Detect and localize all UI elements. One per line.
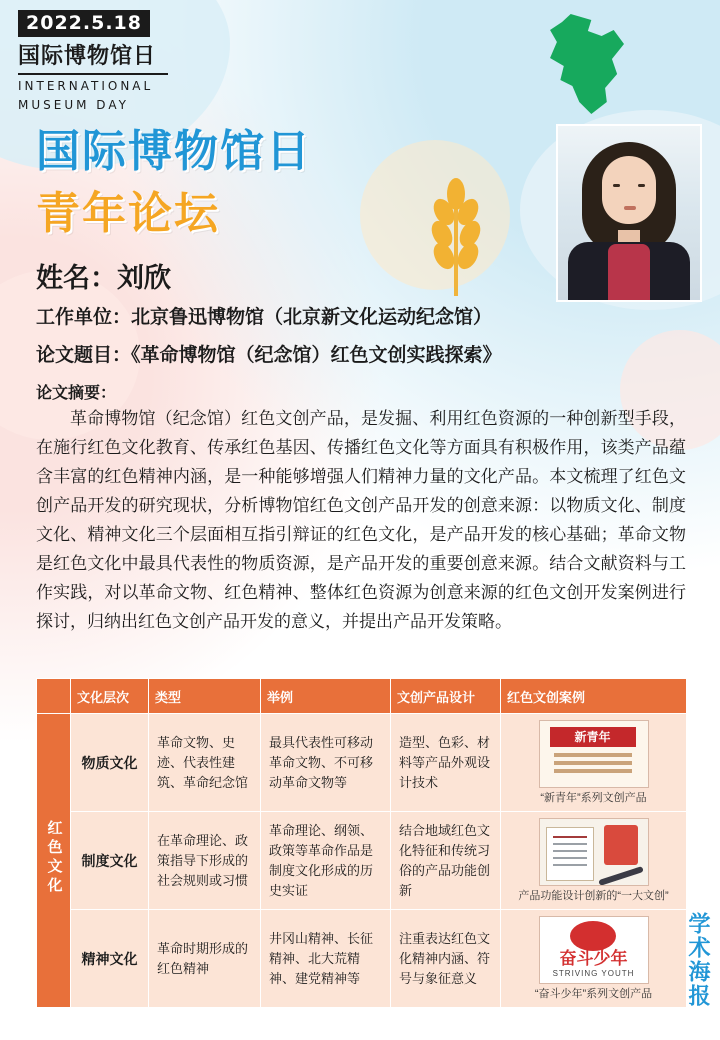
cell-design: 造型、色彩、材料等产品外观设计技术	[391, 714, 501, 812]
portrait-eye-right	[638, 184, 645, 187]
portrait-mouth	[624, 206, 636, 210]
cell-type: 在革命理论、政策指导下形成的社会规则或习惯	[149, 812, 261, 910]
table-row	[37, 910, 687, 1008]
case-thumbnail-3	[539, 916, 649, 984]
cell-layer: 制度文化	[71, 812, 149, 910]
portrait-shirt	[608, 244, 650, 302]
cell-case	[501, 714, 687, 812]
cell-example: 最具代表性可移动革命文物、不可移动革命文物等	[261, 714, 391, 812]
table-side-label	[37, 714, 71, 1008]
cell-design: 结合地域红色文化特征和传统习俗的产品功能创新	[391, 812, 501, 910]
portrait-face	[602, 156, 656, 224]
table-row	[37, 714, 687, 812]
case-thumbnail-2	[539, 818, 649, 886]
th-blank	[37, 679, 71, 714]
th-design: 文创产品设计	[391, 679, 501, 714]
cell-example: 井冈山精神、长征精神、北大荒精神、建党精神等	[261, 910, 391, 1008]
case-thumb-stamp	[604, 825, 638, 865]
speaker-portrait	[556, 124, 702, 302]
case-thumb-subtitle-3: STRIVING YOUTH	[552, 969, 635, 978]
case-thumb-lines-1	[554, 753, 632, 757]
speaker-name: 姓名：刘欣	[36, 263, 171, 293]
case-thumb-book	[546, 827, 594, 881]
logo-date: 2022.5.18	[18, 10, 150, 37]
th-example: 举例	[261, 679, 391, 714]
red-culture-table	[36, 678, 686, 1008]
cell-case	[501, 812, 687, 910]
logo-english-line2: MUSEUM DAY	[18, 98, 129, 112]
case-caption-2: 产品功能设计创新的“一大文创”	[518, 890, 669, 902]
portrait-eye-left	[613, 184, 620, 187]
paper-title: 论文题目：《革命博物馆（纪念馆）红色文创实践探索》	[36, 345, 502, 366]
th-type: 类型	[149, 679, 261, 714]
logo-english-line1: INTERNATIONAL	[18, 79, 154, 93]
logo-chinese-title: 国际博物馆日	[18, 43, 157, 68]
th-layer: 文化层次	[71, 679, 149, 714]
cell-type: 革命时期形成的红色精神	[149, 910, 261, 1008]
cell-layer: 精神文化	[71, 910, 149, 1008]
table-row	[37, 812, 687, 910]
museum-day-logo	[18, 10, 186, 113]
case-thumb-circle	[570, 921, 616, 951]
case-thumb-title-3: 奋斗少年	[559, 949, 628, 968]
abstract-text: 革命博物馆（纪念馆）红色文创产品，是发掘、利用红色资源的一种创新型手段，在施行红色文化教育、传承红色基因、传播红色文化等方面具有积极作用，该类产品蕴含丰富的红色精神内涵，是一种能够增强人们精神力量的文化产品。本文梳理了红色文创产品开发的研究现状，分析博物馆红色文创产品开发的创意来源：以物质文化、制度文化、精神文化三个层面相互指引辩证的红色文化，是产品开发的核心基础；革命文物是红色文化中最具代表性的物质资源，是产品开发的重要创意来源。结合文献资料与工作实践，对以革命文物、红色精神、整体红色资源为创意来源的红色文创开发案例进行探讨，归纳出红色文创产品开发的意义，并提出产品开发策略。	[36, 409, 686, 631]
table-side-label-text: 红色文化	[45, 819, 63, 896]
page-title: 国际博物馆日	[36, 127, 312, 176]
table-header-row	[37, 679, 687, 714]
case-caption-3: “奋斗少年”系列文创产品	[534, 988, 653, 1000]
case-thumb-title-1: 新青年	[550, 727, 636, 747]
th-case: 红色文创案例	[501, 679, 687, 714]
cell-layer: 物质文化	[71, 714, 149, 812]
logo-divider	[18, 73, 168, 75]
wheat-ear-icon	[420, 168, 492, 298]
china-map-icon	[538, 14, 624, 114]
case-thumb-pen	[598, 866, 644, 886]
speaker-organization: 工作单位：北京鲁迅博物馆（北京新文化运动纪念馆）	[36, 307, 493, 328]
cell-design: 注重表达红色文化精神内涵、符号与象征意义	[391, 910, 501, 1008]
cell-example: 革命理论、纲领、政策等革命作品是制度文化形成的历史实证	[261, 812, 391, 910]
cell-type: 革命文物、史迹、代表性建筑、革命纪念馆	[149, 714, 261, 812]
abstract-label: 论文摘要：	[36, 385, 117, 402]
page-subtitle: 青年论坛	[36, 189, 220, 238]
cell-case	[501, 910, 687, 1008]
case-thumbnail-1	[539, 720, 649, 788]
case-caption-1: “新青年”系列文创产品	[540, 792, 647, 804]
poster-side-label: 学术海报	[686, 912, 711, 1008]
